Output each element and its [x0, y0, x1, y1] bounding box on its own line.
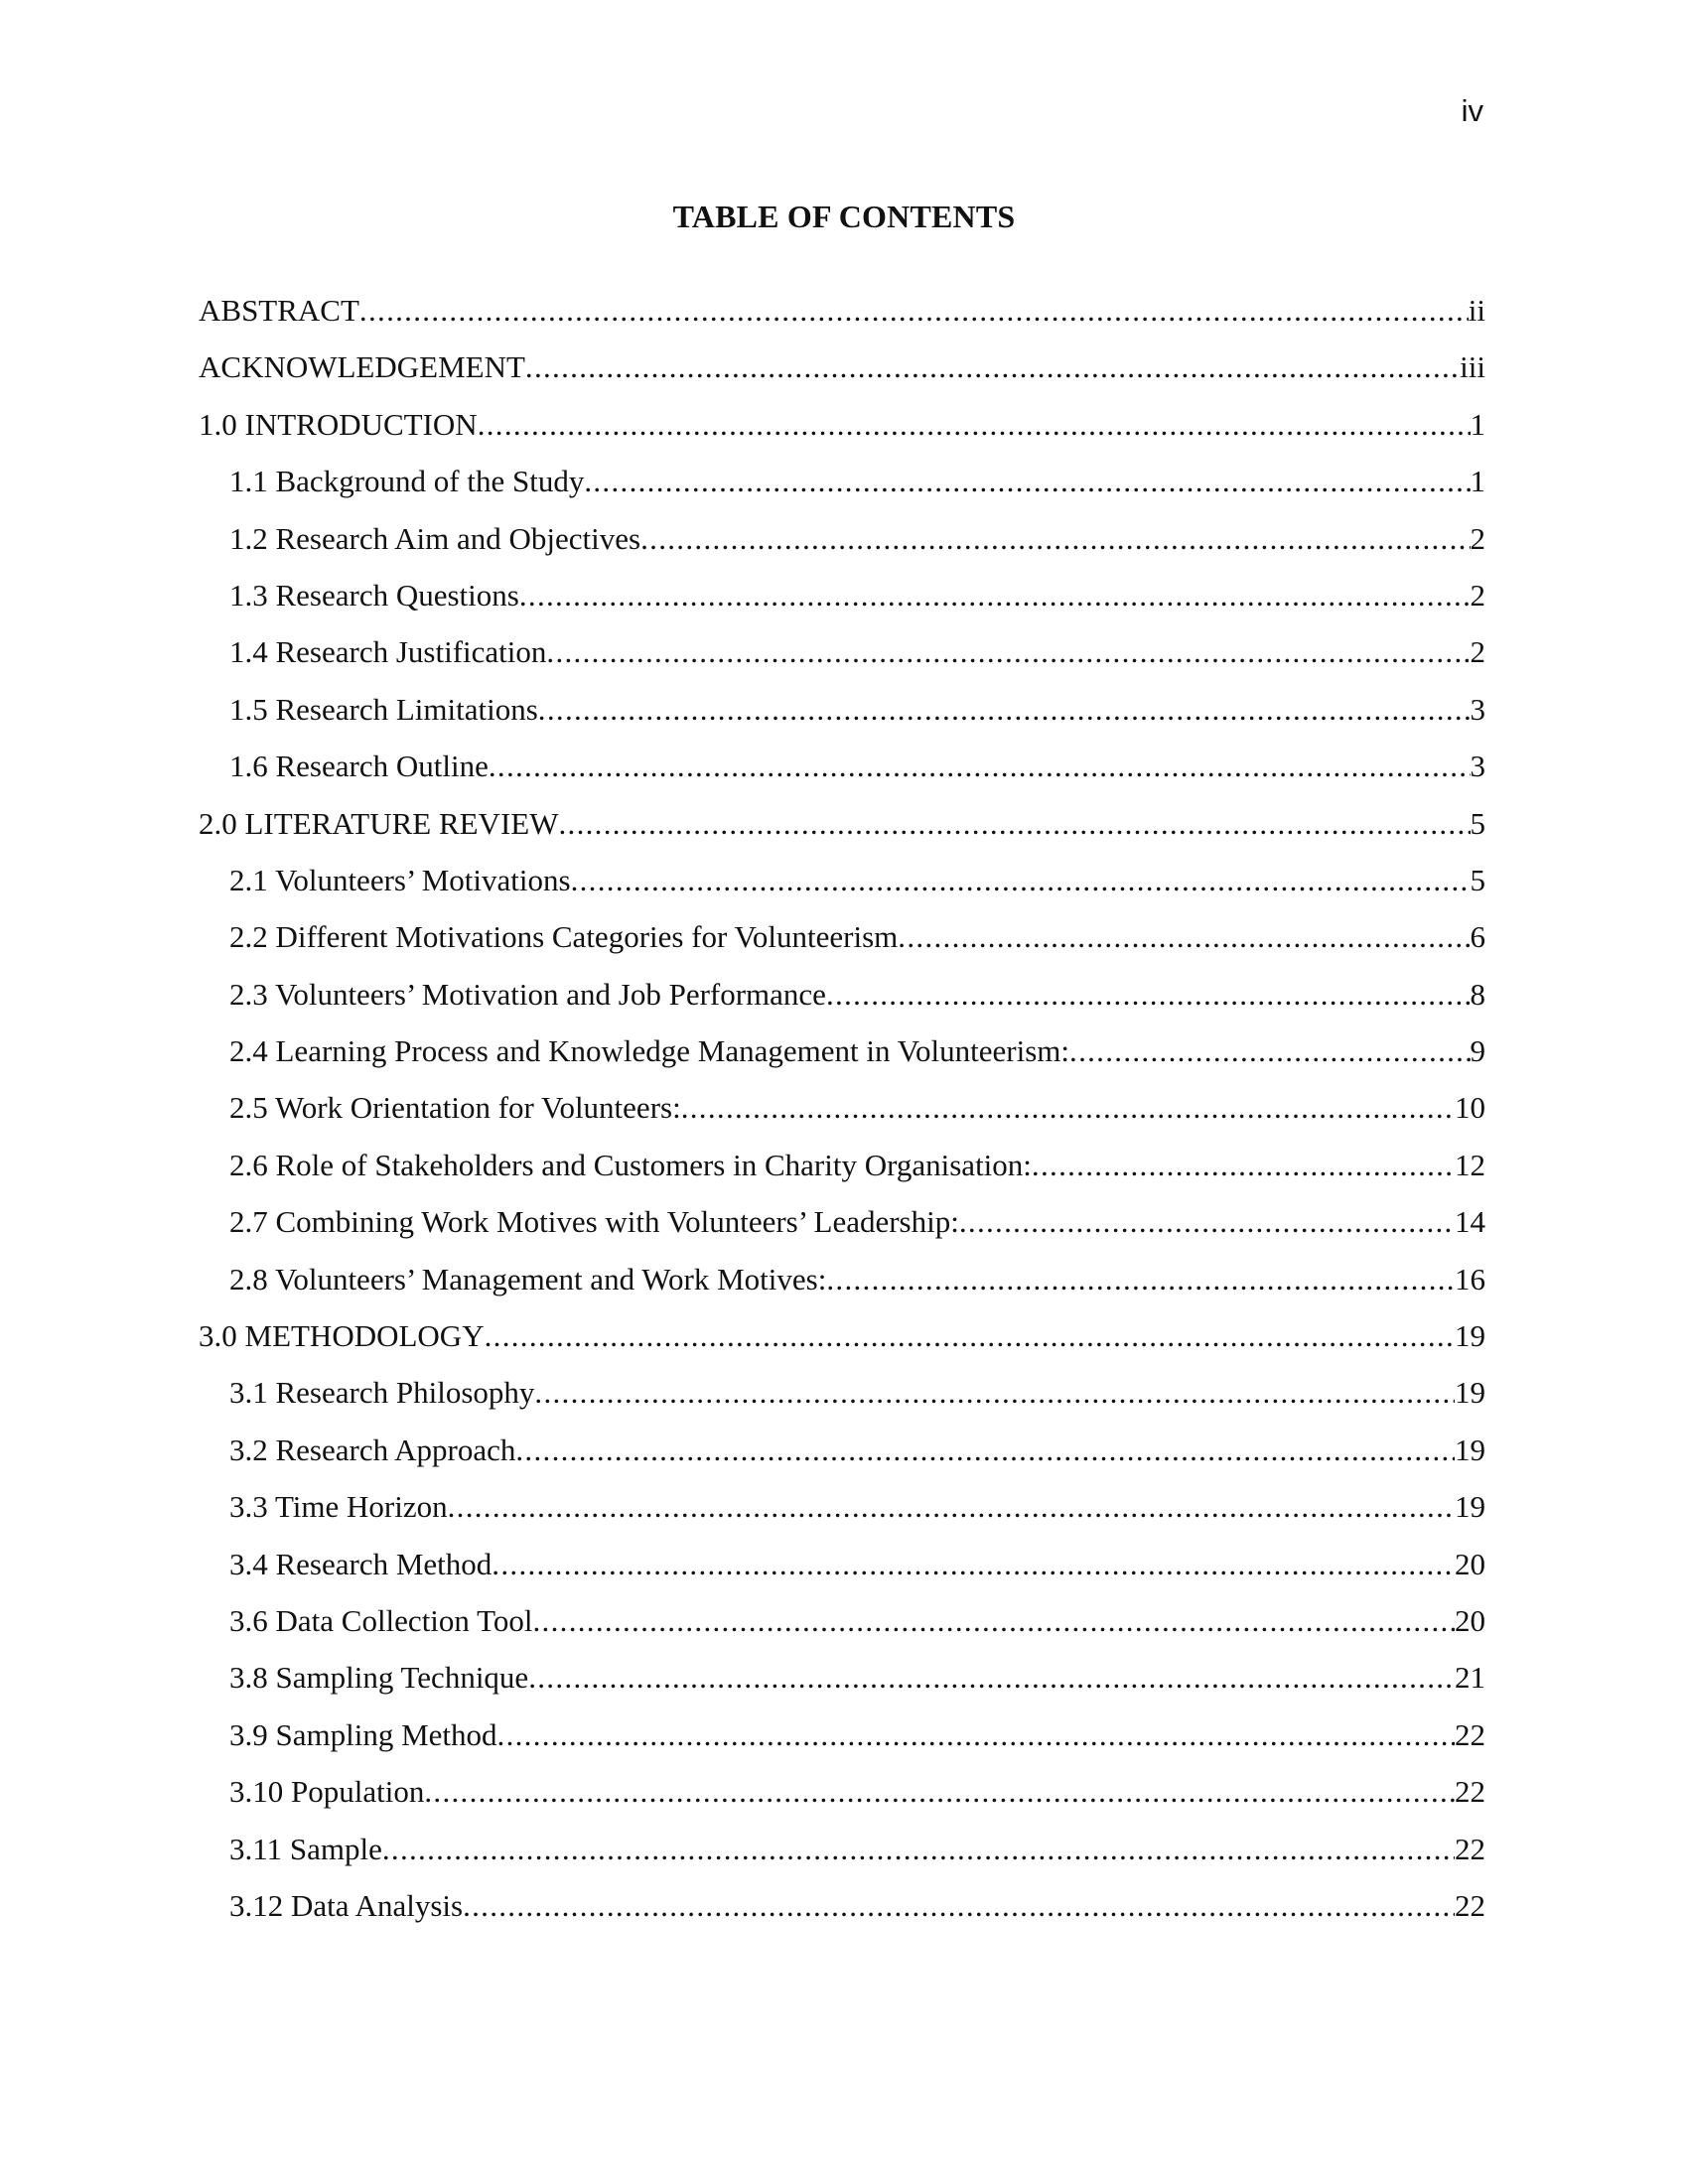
toc-leader-dots — [533, 1601, 1456, 1641]
toc-leader-dots — [826, 1260, 1455, 1299]
toc-leader-dots — [463, 1886, 1455, 1926]
toc-entry-label: 1.6 Research Outline — [229, 749, 489, 784]
toc-entry-label: 1.4 Research Justification — [229, 634, 547, 670]
toc-leader-dots — [538, 690, 1471, 730]
toc-entry[interactable] — [199, 690, 1485, 747]
toc-entry-label: 3.4 Research Method — [229, 1546, 492, 1581]
toc-entry[interactable] — [199, 1772, 1485, 1829]
toc-leader-dots — [826, 975, 1471, 1015]
toc-leader-dots — [1069, 1031, 1470, 1071]
toc-entry-page: 10 — [1455, 1090, 1485, 1126]
toc-leader-dots — [534, 1373, 1455, 1413]
toc-entry-label: 2.0 LITERATURE REVIEW — [199, 805, 559, 841]
toc-entry-label: 2.3 Volunteers’ Motivation and Job Performance — [229, 976, 826, 1012]
toc-entry-page: 6 — [1470, 919, 1485, 955]
toc-leader-dots — [478, 405, 1471, 445]
toc-entry-page: 5 — [1470, 862, 1485, 897]
toc-leader-dots — [485, 1316, 1455, 1356]
toc-entry-page: 20 — [1455, 1602, 1485, 1638]
toc-entry-page: 2 — [1470, 634, 1485, 670]
toc-entry-page: iii — [1460, 349, 1485, 385]
toc-entry-page: 1 — [1470, 406, 1485, 442]
toc-entry-label: 2.7 Combining Work Motives with Volunteers’ Leadership: — [229, 1204, 959, 1240]
toc-leader-dots — [489, 747, 1471, 786]
toc-entry[interactable] — [199, 861, 1485, 917]
toc-entry[interactable] — [199, 1658, 1485, 1714]
toc-entry-label: 1.1 Background of the Study — [229, 464, 585, 499]
toc-entry-label: 3.10 Population — [229, 1774, 425, 1810]
toc-entry[interactable] — [199, 462, 1485, 518]
toc-entry[interactable] — [199, 1886, 1485, 1943]
toc-entry-page: 9 — [1470, 1033, 1485, 1069]
toc-entry[interactable] — [199, 1715, 1485, 1772]
toc-entry[interactable] — [199, 1088, 1485, 1145]
toc-entry[interactable] — [199, 917, 1485, 974]
toc-entry-label: 3.12 Data Analysis — [229, 1887, 464, 1923]
toc-entry-label: ACKNOWLEDGEMENT — [199, 349, 525, 385]
toc-leader-dots — [1032, 1146, 1455, 1185]
toc-entry[interactable] — [199, 632, 1485, 689]
toc-entry[interactable] — [199, 804, 1485, 861]
toc-entry-page: 22 — [1455, 1831, 1485, 1866]
toc-entry[interactable] — [199, 347, 1485, 404]
toc-entry-label: 2.5 Work Orientation for Volunteers: — [229, 1090, 681, 1126]
toc-leader-dots — [584, 462, 1470, 501]
toc-leader-dots — [492, 1545, 1455, 1584]
toc-entry[interactable] — [199, 519, 1485, 576]
toc-entry-label: 1.2 Research Aim and Objectives — [229, 520, 641, 556]
toc-entry[interactable] — [199, 576, 1485, 632]
toc-entry-page: 20 — [1455, 1546, 1485, 1581]
toc-entry-page: 5 — [1470, 805, 1485, 841]
toc-leader-dots — [898, 917, 1470, 957]
toc-entry[interactable] — [199, 1373, 1485, 1430]
toc-entry[interactable] — [199, 975, 1485, 1031]
toc-entry[interactable] — [199, 1830, 1485, 1886]
toc-entry-page: 3 — [1470, 749, 1485, 784]
toc-entry-label: ABSTRACT — [199, 293, 359, 328]
toc-entry-label: 2.6 Role of Stakeholders and Customers in Charity Organisation: — [229, 1147, 1032, 1182]
toc-entry-label: 3.6 Data Collection Tool — [229, 1602, 533, 1638]
toc-entry-page: 8 — [1470, 976, 1485, 1012]
toc-entry[interactable] — [199, 1031, 1485, 1088]
toc-entry-label: 3.3 Time Horizon — [229, 1489, 448, 1525]
toc-entry-page: 19 — [1455, 1432, 1485, 1467]
toc-entry[interactable] — [199, 1601, 1485, 1658]
toc-entry[interactable] — [199, 747, 1485, 803]
toc-entry[interactable] — [199, 291, 1485, 347]
toc-entry-page: ii — [1468, 293, 1485, 328]
toc-entry-page: 19 — [1455, 1375, 1485, 1411]
toc-entry[interactable] — [199, 1545, 1485, 1601]
toc-leader-dots — [525, 347, 1460, 387]
toc-leader-dots — [497, 1715, 1455, 1755]
toc-entry[interactable] — [199, 1260, 1485, 1316]
toc-entry-label: 3.0 METHODOLOGY — [199, 1318, 485, 1354]
toc-entry-label: 3.11 Sample — [229, 1831, 382, 1866]
toc-entry-label: 2.1 Volunteers’ Motivations — [229, 862, 571, 897]
toc-entry-label: 3.9 Sampling Method — [229, 1716, 497, 1752]
toc-entry-page: 21 — [1455, 1660, 1485, 1696]
toc-leader-dots — [515, 1431, 1455, 1470]
toc-entry-label: 3.2 Research Approach — [229, 1432, 516, 1467]
toc-entry-page: 19 — [1455, 1318, 1485, 1354]
toc-entry-label: 1.5 Research Limitations — [229, 691, 538, 727]
toc-leader-dots — [546, 632, 1470, 672]
toc-entry-label: 2.4 Learning Process and Knowledge Management in Volunteerism: — [229, 1033, 1070, 1069]
toc-entry-page: 22 — [1455, 1887, 1485, 1923]
toc-entry[interactable] — [199, 1431, 1485, 1487]
toc-leader-dots — [640, 519, 1470, 559]
toc-entry-page: 3 — [1470, 691, 1485, 727]
page-number: iv — [1461, 93, 1483, 128]
toc-entry[interactable] — [199, 1316, 1485, 1373]
toc-entry-page: 19 — [1455, 1489, 1485, 1525]
toc-leader-dots — [424, 1772, 1455, 1812]
toc-entry[interactable] — [199, 1487, 1485, 1544]
toc-list — [199, 291, 1485, 1943]
toc-title: TABLE OF CONTENTS — [672, 199, 1016, 234]
toc-leader-dots — [558, 804, 1470, 844]
toc-entry-label: 2.8 Volunteers’ Management and Work Motives: — [229, 1261, 827, 1297]
toc-entry-page: 16 — [1455, 1261, 1485, 1297]
toc-entry-label: 2.2 Different Motivations Categories for Volunteerism — [229, 919, 899, 955]
toc-entry[interactable] — [199, 405, 1485, 462]
toc-entry-page: 2 — [1470, 577, 1485, 613]
toc-entry-page: 2 — [1470, 520, 1485, 556]
toc-entry-page: 22 — [1455, 1774, 1485, 1810]
toc-leader-dots — [519, 576, 1471, 615]
toc-entry-page: 22 — [1455, 1716, 1485, 1752]
toc-entry-label: 3.8 Sampling Technique — [229, 1660, 529, 1696]
toc-leader-dots — [448, 1487, 1455, 1527]
toc-leader-dots — [382, 1830, 1455, 1869]
toc-leader-dots — [681, 1088, 1455, 1128]
toc-entry-label: 1.0 INTRODUCTION — [199, 406, 478, 442]
toc-entry-label: 1.3 Research Questions — [229, 577, 519, 613]
toc-leader-dots — [528, 1658, 1455, 1698]
toc-entry[interactable] — [199, 1146, 1485, 1202]
toc-entry-page: 14 — [1455, 1204, 1485, 1240]
toc-entry-page: 12 — [1455, 1147, 1485, 1182]
toc-entry[interactable] — [199, 1202, 1485, 1259]
toc-entry-page: 1 — [1470, 464, 1485, 499]
toc-leader-dots — [959, 1202, 1455, 1242]
toc-entry-label: 3.1 Research Philosophy — [229, 1375, 535, 1411]
toc-leader-dots — [359, 291, 1469, 331]
toc-leader-dots — [571, 861, 1471, 900]
